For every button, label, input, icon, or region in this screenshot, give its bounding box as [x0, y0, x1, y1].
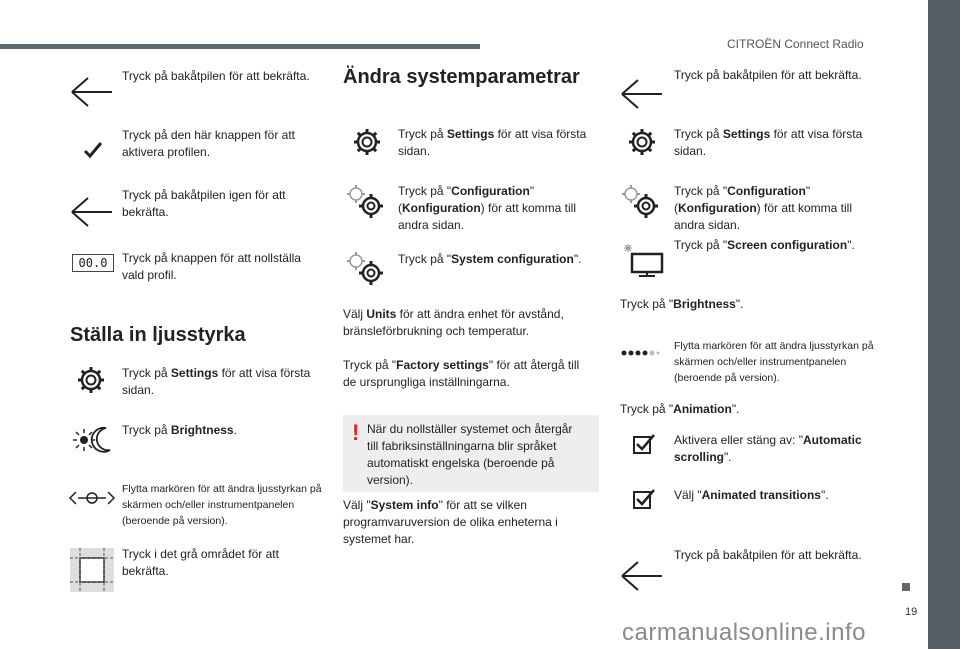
page-edge-tab [928, 0, 960, 649]
step-move-slider: Flytta markören för att ändra ljusstyrkan på skärmen och/eller instrumentpanelen (beroende på version). [122, 483, 322, 527]
grey-confirm-area-icon [70, 548, 114, 592]
warning-icon: ! [352, 420, 360, 445]
step-open-settings: Tryck på Settings för att visa första sidan. [122, 366, 311, 397]
step-animated-transitions: Välj "Animated transitions". [674, 488, 829, 502]
page-number: 19 [905, 606, 918, 618]
step-open-settings: Tryck på Settings för att visa första sidan. [674, 127, 863, 158]
screen-icon [622, 242, 664, 278]
step-activate-profile: Tryck på den här knappen för att aktivera profilen. [122, 128, 295, 159]
warning-text: När du nollställer systemet och återgår till fabriksinställningarna blir språket automatiskt engelska (beroende på version). [367, 422, 573, 487]
double-gear-icon [346, 251, 386, 287]
slider-cursor-icon [68, 486, 116, 510]
step-units: Välj Units för att ändra enhet för avstånd, bränsleförbrukning och temperatur. [343, 307, 564, 338]
section-heading-system: Ändra systemparametrar [343, 66, 580, 88]
back-arrow-icon [620, 78, 664, 110]
step-system-info: Välj "System info" för att se vilken programvaruversion de olika enheterna i systemet har. [343, 498, 558, 546]
step-open-settings: Tryck på Settings för att visa första sidan. [398, 127, 587, 158]
section-heading-brightness: Ställa in ljusstyrka [70, 324, 246, 346]
gear-icon [77, 366, 105, 394]
gear-icon [628, 128, 656, 156]
step-back-confirm-final: Tryck på bakåtpilen för att bekräfta. [674, 548, 862, 562]
step-move-slider: Flytta markören för att ändra ljusstyrkan på skärmen och/eller instrumentpanelen (beroende på version). [674, 340, 874, 384]
step-reset-profile: Tryck på knappen för att nollställa vald profil. [122, 251, 301, 282]
step-brightness: Tryck på "Brightness". [620, 297, 744, 311]
step-animation: Tryck på "Animation". [620, 402, 740, 416]
double-gear-icon [621, 184, 661, 220]
reset-counter-icon: 00.0 [72, 254, 114, 272]
sun-moon-icon [70, 424, 114, 456]
checkbox-icon [632, 433, 656, 455]
watermark: carmanualsonline.info [622, 619, 866, 646]
brightness-level-icon [620, 348, 660, 358]
back-arrow-icon [620, 560, 664, 592]
step-configuration: Tryck på "Configuration" (Konfiguration) för att komma till andra sidan. [674, 184, 853, 232]
brand-title: CITROËN Connect Radio [727, 37, 864, 51]
back-arrow-icon [70, 196, 114, 228]
step-automatic-scrolling: Aktivera eller stäng av: "Automatic scrolling". [674, 433, 862, 464]
step-grey-area: Tryck i det grå området för att bekräfta. [122, 547, 279, 578]
step-system-configuration: Tryck på "System configuration". [398, 252, 582, 266]
checkbox-icon [632, 488, 656, 510]
checkmark-icon [83, 141, 103, 159]
step-screen-configuration: Tryck på "Screen configuration". [674, 238, 855, 252]
step-back-again: Tryck på bakåtpilen igen för att bekräfta. [122, 188, 286, 219]
end-of-section-marker [902, 583, 910, 591]
step-factory-settings: Tryck på "Factory settings" för att återgå till de ursprungliga inställningarna. [343, 358, 580, 389]
step-brightness: Tryck på Brightness. [122, 423, 237, 437]
back-arrow-icon [70, 76, 114, 108]
step-back-confirm: Tryck på bakåtpilen för att bekräfta. [122, 69, 310, 83]
header-rule [0, 44, 480, 49]
double-gear-icon [346, 184, 386, 220]
step-configuration: Tryck på "Configuration" (Konfiguration) för att komma till andra sidan. [398, 184, 577, 232]
step-back-confirm: Tryck på bakåtpilen för att bekräfta. [674, 68, 862, 82]
gear-icon [353, 128, 381, 156]
